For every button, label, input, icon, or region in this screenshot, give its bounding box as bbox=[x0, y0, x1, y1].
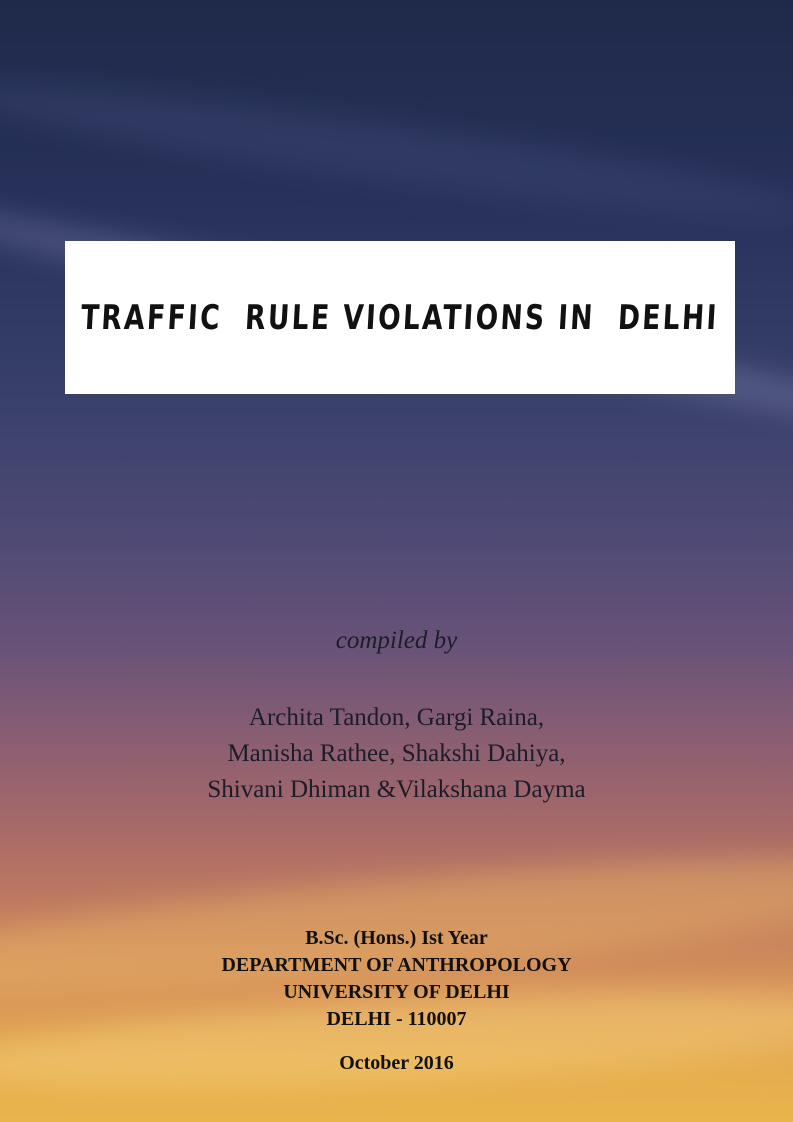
department-name: DEPARTMENT OF ANTHROPOLOGY bbox=[221, 954, 572, 976]
author-line: Shivani Dhiman &Vilakshana Dayma bbox=[207, 776, 586, 803]
compiled-by-label: compiled by bbox=[335, 627, 458, 654]
course-name: B.Sc. (Hons.) Ist Year bbox=[305, 927, 488, 949]
department-block bbox=[0, 925, 793, 1033]
document-title: TRAFFIC RULE VIOLATIONS IN DELHI bbox=[80, 297, 720, 338]
publication-date: October 2016 bbox=[339, 1052, 454, 1074]
author-line: Archita Tandon, Gargi Raina, bbox=[248, 704, 545, 731]
cloud-streak bbox=[0, 58, 793, 243]
author-line: Manisha Rathee, Shakshi Dahiya, bbox=[227, 740, 566, 767]
title-box bbox=[65, 241, 735, 394]
address: DELHI - 110007 bbox=[326, 1008, 467, 1030]
university-name: UNIVERSITY OF DELHI bbox=[283, 981, 510, 1003]
author-list bbox=[0, 700, 793, 808]
